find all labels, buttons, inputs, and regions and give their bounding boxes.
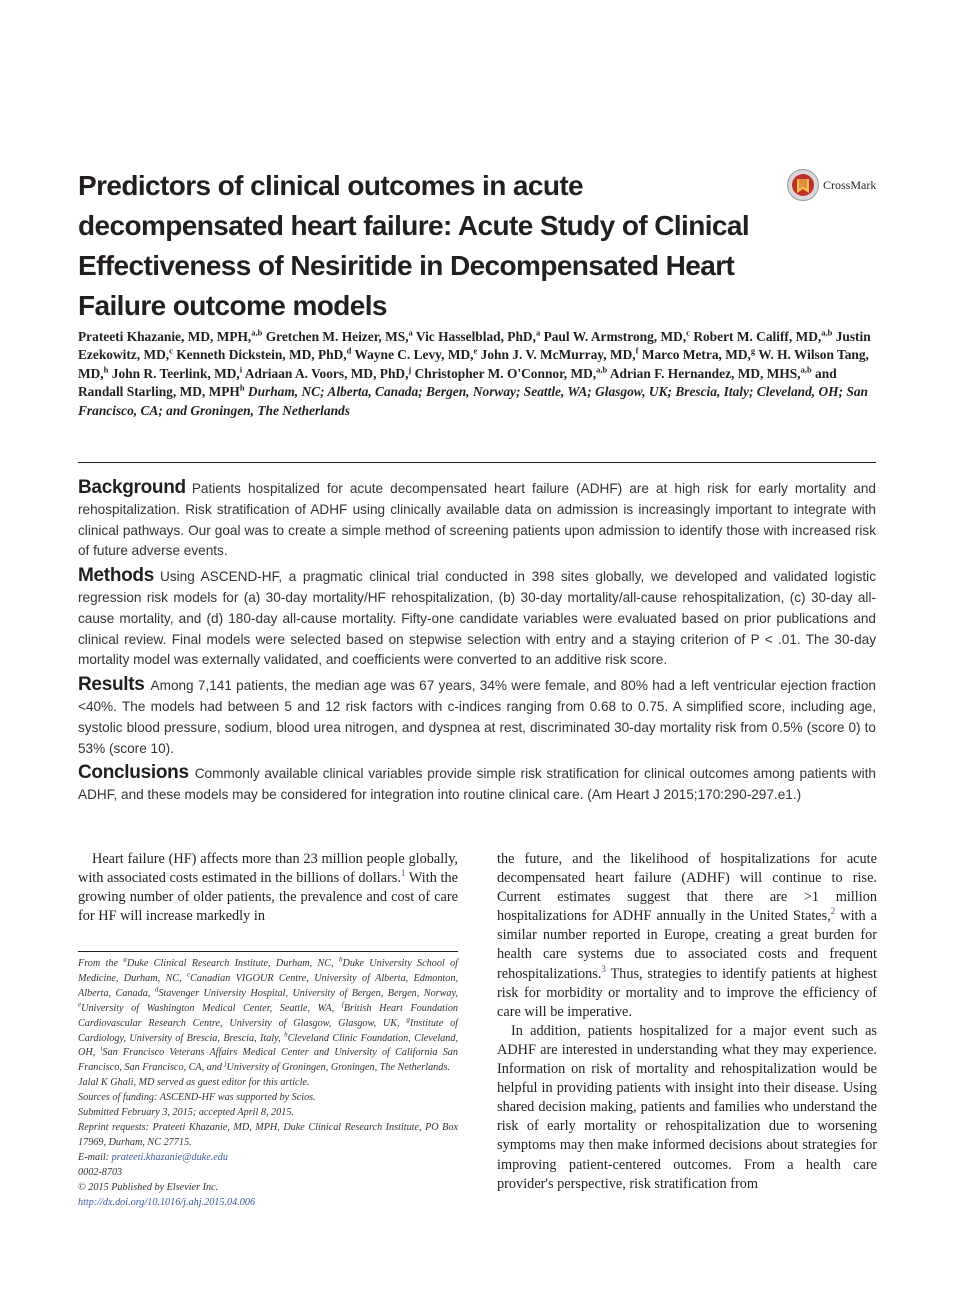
abstract-background (78, 478, 876, 562)
author-affiliation: c (686, 327, 690, 338)
body-text: With the growing number of older patients, the prevalence and cost of care for HF will increase markedly in (78, 870, 458, 925)
crossmark-label: CrossMark (823, 177, 877, 192)
affiliation-text: San Francisco Veterans Affairs Medical Center and University of California San Francisco, San Francisco, CA, and (78, 1047, 458, 1074)
footnote-submitted: Submitted February 3, 2015; accepted April 8, 2015. (78, 1107, 294, 1119)
affiliation-marker: a (123, 955, 127, 964)
footnote-editor: Jalal K Ghali, MD served as guest editor for this article. (78, 1077, 310, 1089)
abstract-text: Patients hospitalized for acute decompensated heart failure (ADHF) are at high risk for early mortality and rehospitalization. Risk stratification of ADHF using clinically available data on admission is increasingly important to integrate with clinical pathways. Our goal was to create a simple method of screening patients upon admission to identify those with increased risk of future adverse events. (78, 481, 876, 559)
author-affiliation: c (169, 345, 173, 356)
abstract-heading: Conclusions (78, 762, 189, 784)
citation-ref[interactable]: 2 (830, 906, 836, 917)
author-name: Justin Ezekowitz, MD, (78, 329, 871, 363)
author-name: Adrian F. Hernandez, MD, MHS, (609, 365, 801, 381)
affiliation-text: Duke University School of Medicine, Durham, NC, (78, 958, 458, 984)
citation-ref[interactable]: 1 (400, 868, 406, 879)
email-label: E-mail: (78, 1151, 112, 1163)
affiliation-text: Stavenger University Hospital, University of Bergen, Bergen, Norway, (158, 987, 458, 999)
affiliation-text: British Heart Foundation Cardiovascular Research Centre, University of Glasgow, Glasgow, UK, (78, 1002, 459, 1029)
footnote-rule (78, 951, 458, 952)
author-affiliation: h (239, 382, 245, 393)
author-list (78, 328, 878, 420)
body-text: Heart failure (HF) affects more than 23 million people globally, with associated costs estimated in the billions of dollars. (78, 851, 458, 887)
abstract-text: Using ASCEND-HF, a pragmatic clinical trial conducted in 398 sites globally, we developed and validated logistic regression risk models for (a) 30-day mortality/HF rehospitalization, (b) 30-day mortality/all-cause rehospitalization, (c) 30-day all-cause mortality, and (d) 180-day all-cause mortality. Fifty-one candidate variables were evaluated based on prior publications and clinical review. Final models were selected based on stepwise selection with entry and a staying criterion of P < .01. The 30-day mortality model was externally validated, and coefficients were converted to an additive risk score. (78, 569, 876, 668)
author-name: Robert M. Califf, MD, (693, 329, 822, 344)
author-affiliation: a (535, 327, 541, 338)
author-name: Kenneth Dickstein, MD, PhD, (176, 347, 347, 363)
author-name: Paul W. Armstrong, MD, (543, 329, 687, 344)
body-text: the future, and the likelihood of hospitalizations for acute decompensated heart failure (ADHF) will continue to rise. Current estimates suggest that there are >1 million hospitalizations for ADHF annually in the United States, (497, 851, 877, 925)
author-name: Prateeti Khazanie, MD, MPH, (78, 329, 252, 344)
affiliation-marker: d (154, 985, 159, 994)
affiliation-text: From the (78, 958, 124, 969)
footnote-affiliations (78, 957, 458, 1076)
citation-ref[interactable]: 3 (601, 963, 606, 974)
affiliation-text: Institute of Cardiology, University of Brescia, Brescia, Italy, (78, 1017, 458, 1044)
author-affiliation: h (103, 364, 109, 375)
author-name: Adriaan A. Voors, MD, PhD, (244, 365, 409, 381)
body-column-right (497, 850, 877, 1194)
footnote-reprint: Reprint requests: Prateeti Khazanie, MD, MPH, Duke Clinical Research Institute, PO Box 17969, Durham, NC 27715. (78, 1121, 458, 1148)
author-locations: Durham, NC; Alberta, Canada; Bergen, Norway; Seattle, WA; Glasgow, UK; Brescia, Italy; Cleveland, OH; San Francisco, CA; and Groningen, The Netherlands (78, 384, 868, 418)
email-link[interactable]: prateeti.khazanie@duke.edu (111, 1151, 228, 1163)
affiliation-text: Cleveland Clinic Foundation, Cleveland, OH, (78, 1032, 458, 1059)
affiliation-marker: b (338, 955, 343, 964)
author-name: Wayne C. Levy, MD, (354, 347, 474, 363)
abstract-text: Among 7,141 patients, the median age was 67 years, 34% were female, and 80% had a left ventricular ejection fraction <40%. The models had between 5 and 12 risk factors with c-indices ranging from 0.68 to 0.75. A simplified score, including age, systolic blood pressure, sodium, blood urea nitrogen, and dyspnea at rest, discriminated 30-day mortality risk from 0.5% (score 0) to 53% (score 10). (78, 678, 876, 756)
footnotes (78, 957, 458, 1210)
abstract-top-rule (78, 462, 876, 463)
author-affiliation: i (239, 364, 243, 375)
affiliation-marker: j (224, 1059, 227, 1068)
abstract (78, 478, 876, 810)
affiliation-marker: c (187, 970, 191, 979)
author-name: Marco Metra, MD, (641, 347, 751, 363)
author-name: Gretchen M. Heizer, MS, (265, 329, 409, 344)
author-affiliation: e (473, 345, 478, 356)
abstract-text: Commonly available clinical variables provide simple risk stratification for clinical outcomes among patients with ADHF, and these models may be considered for integration into routine clinical care. (Am Heart J 2015;170:290-297.e1.) (78, 766, 876, 803)
body-text: Thus, strategies to identify patients at highest risk for morbidity or mortality and to improve the efficiency of care will be imperative. (497, 965, 877, 1020)
body-paragraph (78, 850, 458, 926)
affiliation-marker: h (284, 1030, 288, 1039)
affiliation-marker: i (100, 1045, 103, 1054)
abstract-heading: Results (78, 674, 145, 696)
abstract-results (78, 675, 876, 759)
author-affiliation: a,b (251, 327, 263, 338)
author-affiliation: g (750, 345, 756, 356)
affiliation-marker: g (406, 1015, 410, 1024)
author-affiliation: d (346, 345, 352, 356)
body-paragraph (497, 850, 877, 1022)
author-name: and Randall Starling, MD, MPH (78, 365, 837, 400)
footnote-copyright: © 2015 Published by Elsevier Inc. (78, 1181, 219, 1193)
affiliation-marker: e (78, 1000, 82, 1009)
body-text: with a similar number reported in Europe, creating a great burden for health care systems due to associated costs and frequent rehospitalizations. (497, 908, 877, 982)
affiliation-marker: f (341, 1000, 344, 1009)
footnote-email (78, 1151, 458, 1166)
author-name: John J. V. McMurray, MD, (480, 347, 636, 363)
doi-link[interactable]: http://dx.doi.org/10.1016/j.ahj.2015.04.006 (78, 1196, 256, 1208)
crossmark-badge[interactable] (786, 168, 886, 202)
author-name: Vic Hasselblad, PhD, (415, 329, 536, 344)
affiliation-text: University of Groningen, Groningen, The Netherlands. (226, 1062, 450, 1074)
abstract-heading: Methods (78, 565, 155, 587)
body-paragraph: In addition, patients hospitalized for a major event such as ADHF are interested in understanding what they may experience. Information on risk of mortality and rehospitalization would be helpful in providing patients with insight into their disease. Using shared decision making, patients and families who understand the risk of early mortality or rehospitalization due to worsening symptoms may then make informed decisions about strategies for improving patient-centered outcomes. From a health care provider's perspective, risk stratification from (497, 1022, 877, 1192)
author-name: John R. Teerlink, MD, (111, 365, 240, 381)
affiliation-text: Duke Clinical Research Institute, Durham, NC, (126, 958, 339, 969)
body-column-left (78, 850, 458, 926)
affiliation-text: Canadian VIGOUR Centre, University of Alberta, Edmonton, Alberta, Canada, (78, 972, 458, 999)
abstract-methods (78, 566, 876, 671)
author-affiliation: a (408, 327, 413, 338)
author-affiliation: a,b (821, 327, 833, 338)
footnote-issn: 0002-8703 (78, 1166, 123, 1178)
author-affiliation: a,b (596, 364, 608, 375)
author-affiliation: f (635, 345, 639, 356)
author-name: Christopher M. O'Connor, MD, (414, 365, 597, 381)
footnote-funding: Sources of funding: ASCEND-HF was supported by Scios. (78, 1092, 316, 1104)
affiliation-text: University of Washington Medical Center, Seattle, WA, (81, 1002, 342, 1014)
crossmark-icon (786, 168, 820, 202)
author-name: W. H. Wilson Tang, MD, (78, 347, 869, 381)
abstract-conclusions (78, 763, 876, 806)
abstract-heading: Background (78, 477, 186, 498)
article-title: Predictors of clinical outcomes in acute decompensated heart failure: Acute Study of Clinical Effectiveness of Nesiritide in Decompensated Heart Failure outcome models (78, 170, 750, 321)
author-affiliation: a,b (800, 364, 812, 375)
author-affiliation: j (408, 364, 412, 375)
